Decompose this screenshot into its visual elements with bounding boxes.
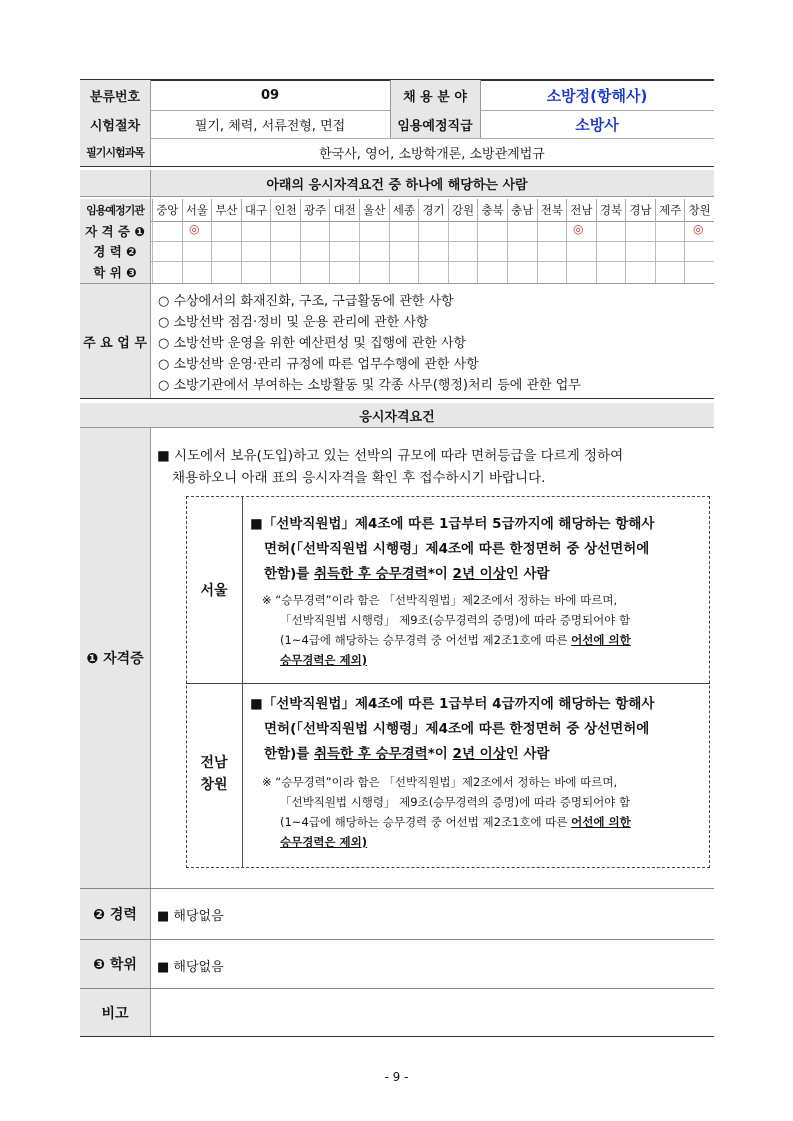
degree-value: ■ 해당없음	[157, 960, 224, 975]
divider	[150, 170, 151, 398]
duty-item: ○ 소방기관에서 부여하는 소방활동 및 각종 사무(행정)처리 등에 관한 업무	[158, 378, 581, 393]
career-row-label: 경 력 ❷	[80, 241, 150, 261]
degree-section-label: ❸ 학위	[80, 940, 150, 988]
duty-item: ○ 소방선박 운영·관리 규정에 따른 업무수행에 관한 사항	[158, 357, 479, 372]
grid-divider	[596, 221, 597, 283]
region-header-cell: 충남	[507, 199, 537, 221]
grid-divider	[418, 221, 419, 283]
divider	[80, 283, 714, 284]
field-value: 소방정(항해사)	[546, 86, 648, 105]
divider	[242, 496, 243, 868]
divider	[80, 888, 714, 889]
license-mark-seoul: ◎	[189, 222, 200, 236]
grid-divider	[655, 221, 656, 283]
region-header-cell: 대구	[241, 199, 271, 221]
divider	[150, 428, 151, 1036]
jeonnam-note-3b: 어선에 의한	[571, 815, 631, 829]
grid-divider	[300, 221, 301, 283]
exam-label: 시험절차	[80, 110, 150, 138]
grid-divider	[270, 221, 271, 283]
seoul-note-3a: (1~4급에 해당하는 승무경력 중 어선법 제2조1호에 따른	[280, 633, 572, 647]
grid-divider	[477, 221, 478, 283]
grid-divider	[241, 221, 242, 283]
region-header-cell: 부산	[211, 199, 241, 221]
grid-divider	[448, 221, 449, 283]
class-no-value: 09	[260, 87, 280, 103]
divider	[80, 939, 714, 940]
jeonnam-line-3e: 인 사람	[505, 746, 550, 762]
jeonnam-region	[186, 752, 242, 796]
divider	[80, 398, 714, 399]
seoul-line-1: ■「선박직원법」제4조에 따른 1급부터 5급까지에 해당하는 항해사	[250, 516, 655, 532]
region-header-cell: 인천	[270, 199, 300, 221]
seoul-line-3a: 한함)를	[264, 566, 314, 582]
grid-divider	[566, 221, 567, 283]
page-number: - 9 -	[384, 1070, 409, 1084]
degree-row-label: 학 위 ❸	[80, 261, 150, 283]
seoul-requirement	[250, 512, 705, 587]
jeonnam-requirement	[250, 692, 705, 767]
jeonnam-note-3a: (1~4급에 해당하는 승무경력 중 어선법 제2조1호에 따른	[280, 815, 572, 829]
region-header-cell: 울산	[359, 199, 389, 221]
jeonnam-line-2: 면허(「선박직원법 시행령」제4조에 따른 한정면허 중 상선면허에	[264, 721, 650, 737]
seoul-note-3	[262, 630, 705, 650]
license-mark-changwon: ◎	[693, 222, 704, 236]
seoul-line-3e: 인 사람	[505, 566, 550, 582]
license-intro-1: ■ 시도에서 보유(도입)하고 있는 선박의 규모에 따라 면허등급을 다르게 정하여	[157, 448, 624, 464]
region-header-cell: 경남	[625, 199, 655, 221]
grid-divider	[537, 221, 538, 283]
divider	[80, 241, 714, 242]
jeonnam-region-2: 창원	[200, 777, 228, 793]
divider	[80, 427, 714, 428]
divider	[186, 683, 710, 684]
region-header-cell: 세종	[389, 199, 419, 221]
class-no-label: 분류번호	[80, 80, 150, 110]
seoul-note	[262, 590, 705, 670]
region-header-cell: 대전	[329, 199, 359, 221]
divider	[390, 80, 391, 138]
seoul-note-2: 「선박직원법 시행령」 제9조(승무경력의 증명)에 따라 증명되어야 함	[280, 613, 631, 627]
exam-value: 필기, 체력, 서류전형, 면접	[194, 118, 346, 134]
region-header-cell: 서울	[182, 199, 212, 221]
region-header-cell: 경기	[418, 199, 448, 221]
grid-divider	[152, 221, 153, 283]
eligibility-header: 아래의 응시자격요건 중 하나에 해당하는 사람	[80, 170, 714, 196]
jeonnam-note-2: 「선박직원법 시행령」 제9조(승무경력의 증명)에 따라 증명되어야 함	[280, 795, 631, 809]
jeonnam-line-3b: 취득한 후 승무경력	[314, 746, 428, 762]
grid-divider	[329, 221, 330, 283]
rank-value: 소방사	[575, 115, 619, 134]
license-intro-2: 채용하오니 아래 표의 응시자격을 확인 후 접수하시기 바랍니다.	[172, 470, 546, 486]
jeonnam-note	[262, 772, 705, 852]
seoul-line-3b: 취득한 후 승무경력	[314, 566, 428, 582]
jeonnam-note-3	[262, 812, 705, 832]
grid-divider	[684, 221, 685, 283]
region-header-cell: 제주	[655, 199, 685, 221]
region-header-cell: 전북	[537, 199, 567, 221]
regions-label: 임용예정기관	[80, 199, 150, 221]
jeonnam-line-3a: 한함)를	[264, 746, 314, 762]
region-header-cell: 강원	[448, 199, 478, 221]
grid-divider	[359, 221, 360, 283]
grid-divider	[507, 221, 508, 283]
region-header-cell: 충북	[477, 199, 507, 221]
region-header-cell: 전남	[566, 199, 596, 221]
divider	[80, 1036, 714, 1037]
subject-label: 필기시험과목	[80, 138, 150, 166]
divider	[80, 988, 714, 989]
region-header-cell: 중앙	[152, 199, 182, 221]
jeonnam-note-4: 승무경력은 제외)	[280, 835, 368, 849]
requirements-title: 응시자격요건	[80, 403, 714, 427]
grid-divider	[182, 221, 183, 283]
seoul-region: 서울	[200, 582, 228, 599]
seoul-line-3	[250, 562, 705, 587]
jeonnam-region-1: 전남	[200, 755, 228, 771]
jeonnam-line-3c: *이	[427, 746, 453, 762]
duty-item: ○ 소방선박 점검·정비 및 운용 관리에 관한 사항	[158, 315, 429, 330]
seoul-line-3c: *이	[427, 566, 453, 582]
remarks-label: 비고	[80, 989, 150, 1036]
divider	[80, 261, 714, 262]
jeonnam-note-1: ※ “승무경력”이라 함은 「선박직원법」제2조에서 정하는 바에 따르며,	[262, 775, 618, 789]
jeonnam-line-3d: 2년 이상	[452, 746, 506, 762]
region-header-cell: 광주	[300, 199, 330, 221]
seoul-note-4: 승무경력은 제외)	[280, 653, 368, 667]
duty-item: ○ 소방선박 운영을 위한 예산편성 및 집행에 관한 사항	[158, 336, 467, 351]
field-label: 채 용 분 야	[390, 80, 480, 110]
grid-divider	[625, 221, 626, 283]
divider	[80, 221, 714, 222]
divider	[80, 166, 714, 167]
career-value: ■ 해당없음	[157, 909, 224, 924]
divider	[480, 80, 481, 138]
seoul-line-3d: 2년 이상	[452, 566, 506, 582]
region-header-cell: 창원	[684, 199, 714, 221]
divider	[80, 196, 714, 197]
seoul-line-2: 면허(「선박직원법 시행령」제4조에 따른 한정면허 중 상선면허에	[264, 541, 650, 557]
seoul-note-1: ※ “승무경력”이라 함은 「선박직원법」제2조에서 정하는 바에 따르며,	[262, 593, 618, 607]
region-header-cell: 경북	[596, 199, 626, 221]
subject-value: 한국사, 영어, 소방학개론, 소방관계법규	[319, 146, 545, 162]
license-mark-jeonnam: ◎	[573, 222, 584, 236]
license-section-label: ❶ 자격증	[80, 428, 150, 888]
seoul-note-3b: 어선에 의한	[571, 633, 631, 647]
grid-divider	[389, 221, 390, 283]
jeonnam-line-3	[250, 742, 705, 767]
duties-label: 주 요 업 무	[80, 284, 150, 398]
career-section-label: ❷ 경력	[80, 889, 150, 939]
rank-label: 임용예정직급	[390, 110, 480, 138]
duty-item: ○ 수상에서의 화재진화, 구조, 구급활동에 관한 사항	[158, 294, 454, 309]
license-row-label: 자 격 증 ❶	[80, 221, 150, 241]
grid-divider	[211, 221, 212, 283]
jeonnam-line-1: ■「선박직원법」제4조에 따른 1급부터 4급까지에 해당하는 항해사	[250, 696, 655, 712]
divider	[150, 80, 151, 166]
